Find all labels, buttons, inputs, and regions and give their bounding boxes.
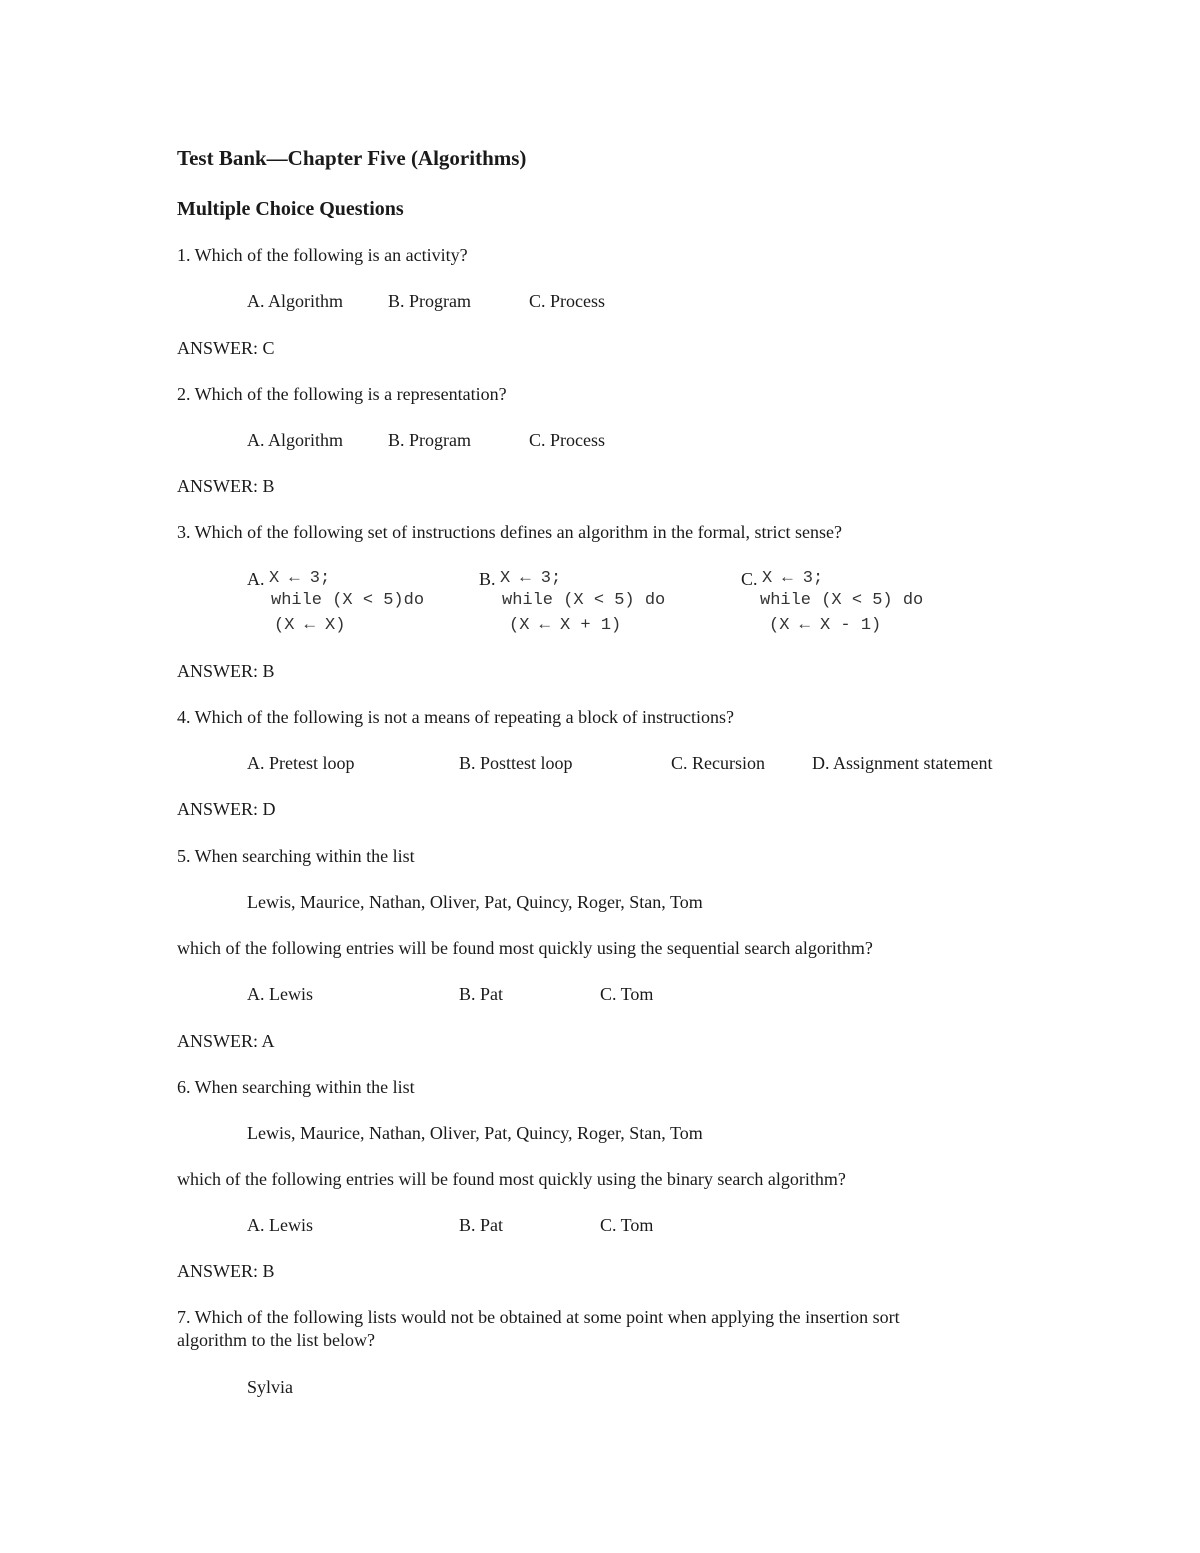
question-3-option-c-line1: X ← 3; bbox=[762, 569, 824, 588]
question-4-option-d: D. Assignment statement bbox=[812, 753, 993, 773]
question-2-prompt: 2. Which of the following is a representation? bbox=[177, 384, 507, 404]
question-3-option-a-letter: A. bbox=[247, 569, 265, 589]
question-5-option-b: B. Pat bbox=[459, 984, 504, 1004]
question-3-option-b-line1: X ← 3; bbox=[500, 569, 562, 588]
question-5-list: Lewis, Maurice, Nathan, Oliver, Pat, Quincy, Roger, Stan, Tom bbox=[247, 892, 703, 912]
question-5-answer: ANSWER: A bbox=[177, 1031, 275, 1051]
question-3-option-c-line2: while (X < 5) do bbox=[760, 591, 924, 610]
question-6-prompt: 6. When searching within the list bbox=[177, 1077, 415, 1097]
question-2-option-b: B. Program bbox=[388, 430, 471, 450]
question-4-answer: ANSWER: D bbox=[177, 799, 276, 819]
question-2-option-a: A. Algorithm bbox=[247, 430, 344, 450]
question-6-option-a: A. Lewis bbox=[247, 1215, 313, 1235]
question-6-answer: ANSWER: B bbox=[177, 1261, 275, 1281]
question-1-option-c: C. Process bbox=[529, 291, 605, 311]
question-1-option-a: A. Algorithm bbox=[247, 291, 344, 311]
question-4-option-b: B. Posttest loop bbox=[459, 753, 573, 773]
question-7-prompt-line1: 7. Which of the following lists would not be obtained at some point when applying the insertion sort bbox=[177, 1307, 900, 1327]
question-1-prompt: 1. Which of the following is an activity? bbox=[177, 245, 468, 265]
question-3-option-b-letter: B. bbox=[479, 569, 496, 589]
question-3-option-b-line2: while (X < 5) do bbox=[502, 591, 666, 610]
page-title: Test Bank—Chapter Five (Algorithms) bbox=[177, 146, 527, 170]
question-1-answer: ANSWER: C bbox=[177, 338, 275, 358]
question-7-prompt-line2: algorithm to the list below? bbox=[177, 1330, 375, 1350]
question-7-list-item: Sylvia bbox=[247, 1377, 294, 1397]
question-3-option-a-line1: X ← 3; bbox=[269, 569, 331, 588]
question-3-option-a-line3: (X ← X) bbox=[274, 616, 346, 635]
question-3-option-b-line3: (X ← X + 1) bbox=[509, 616, 622, 635]
question-3-prompt: 3. Which of the following set of instructions defines an algorithm in the formal, strict sense? bbox=[177, 522, 843, 542]
question-3-option-c-letter: C. bbox=[741, 569, 758, 589]
question-6-option-b: B. Pat bbox=[459, 1215, 504, 1235]
question-4-option-a: A. Pretest loop bbox=[247, 753, 355, 773]
question-4-option-c: C. Recursion bbox=[671, 753, 765, 773]
question-5-option-a: A. Lewis bbox=[247, 984, 313, 1004]
question-1-option-b: B. Program bbox=[388, 291, 471, 311]
question-2-option-c: C. Process bbox=[529, 430, 605, 450]
question-5-prompt: 5. When searching within the list bbox=[177, 846, 415, 866]
question-2-answer: ANSWER: B bbox=[177, 476, 275, 496]
question-6-list: Lewis, Maurice, Nathan, Oliver, Pat, Quincy, Roger, Stan, Tom bbox=[247, 1123, 703, 1143]
question-3-option-c-line3: (X ← X - 1) bbox=[769, 616, 882, 635]
question-6-prompt-continued: which of the following entries will be found most quickly using the binary search algorithm? bbox=[177, 1169, 846, 1189]
question-5-prompt-continued: which of the following entries will be found most quickly using the sequential search algorithm? bbox=[177, 938, 873, 958]
section-heading: Multiple Choice Questions bbox=[177, 198, 404, 220]
question-3-answer: ANSWER: B bbox=[177, 661, 275, 681]
question-6-option-c: C. Tom bbox=[600, 1215, 654, 1235]
question-3-option-a-line2: while (X < 5)do bbox=[271, 591, 425, 610]
question-4-prompt: 4. Which of the following is not a means of repeating a block of instructions? bbox=[177, 707, 735, 727]
question-5-option-c: C. Tom bbox=[600, 984, 654, 1004]
